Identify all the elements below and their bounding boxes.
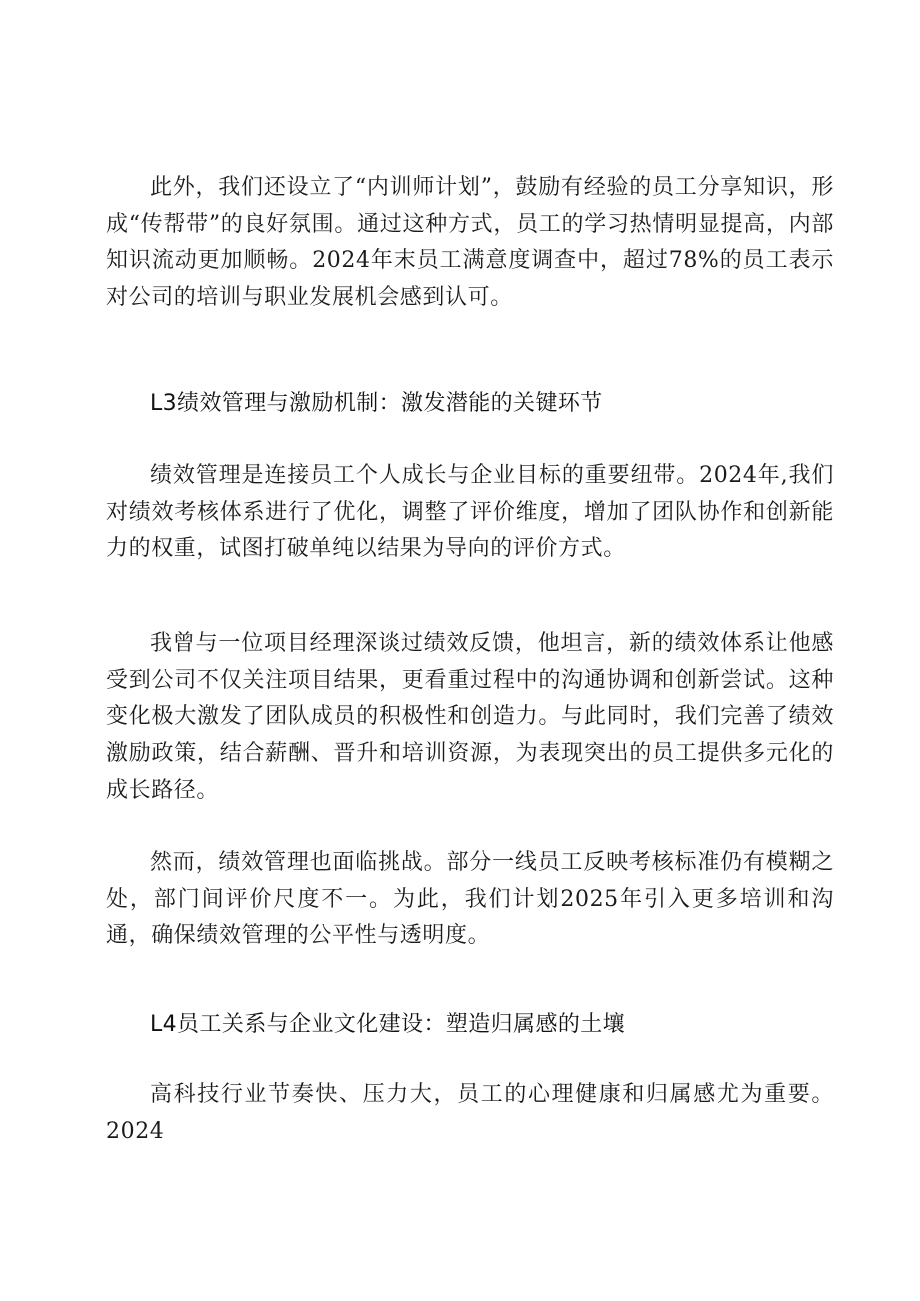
body-paragraph: 此外，我们还设立了“内训师计划”，鼓励有经验的员工分享知识，形成“传帮带”的良好氛围。通过这种方式，员工的学习热情明显提高，内部知识流动更加顺畅。2024年末员工满意度调查中，超过78%的员工表示对公司的培训与职业发展机会感到认可。	[106, 175, 834, 311]
section-heading-l3: L3绩效管理与激励机制：激发潜能的关键环节	[150, 391, 603, 416]
body-paragraph: 绩效管理是连接员工个人成长与企业目标的重要纽带。2024年,我们对绩效考核体系进行了优化，调整了评价维度，增加了团队协作和创新能力的权重，试图打破单纯以结果为导向的评价方式。	[106, 463, 834, 562]
body-paragraph: 我曾与一位项目经理深谈过绩效反馈，他坦言，新的绩效体系让他感受到公司不仅关注项目结果，更看重过程中的沟通协调和创新尝试。这种变化极大激发了团队成员的积极性和创造力。与此同时，我们完善了绩效激励政策，结合薪酬、晋升和培训资源，为表现突出的员工提供多元化的成长路径。	[106, 631, 834, 803]
body-paragraph: 高科技行业节奏快、压力大，员工的心理健康和归属感尤为重要。2024	[106, 1082, 834, 1144]
section-heading-l4: L4员工关系与企业文化建设：塑造归属感的土壤	[150, 1012, 626, 1037]
body-paragraph: 然而，绩效管理也面临挑战。部分一线员工反映考核标准仍有模糊之处，部门间评价尺度不一。为此，我们计划2025年引入更多培训和沟通，确保绩效管理的公平性与透明度。	[106, 850, 834, 949]
